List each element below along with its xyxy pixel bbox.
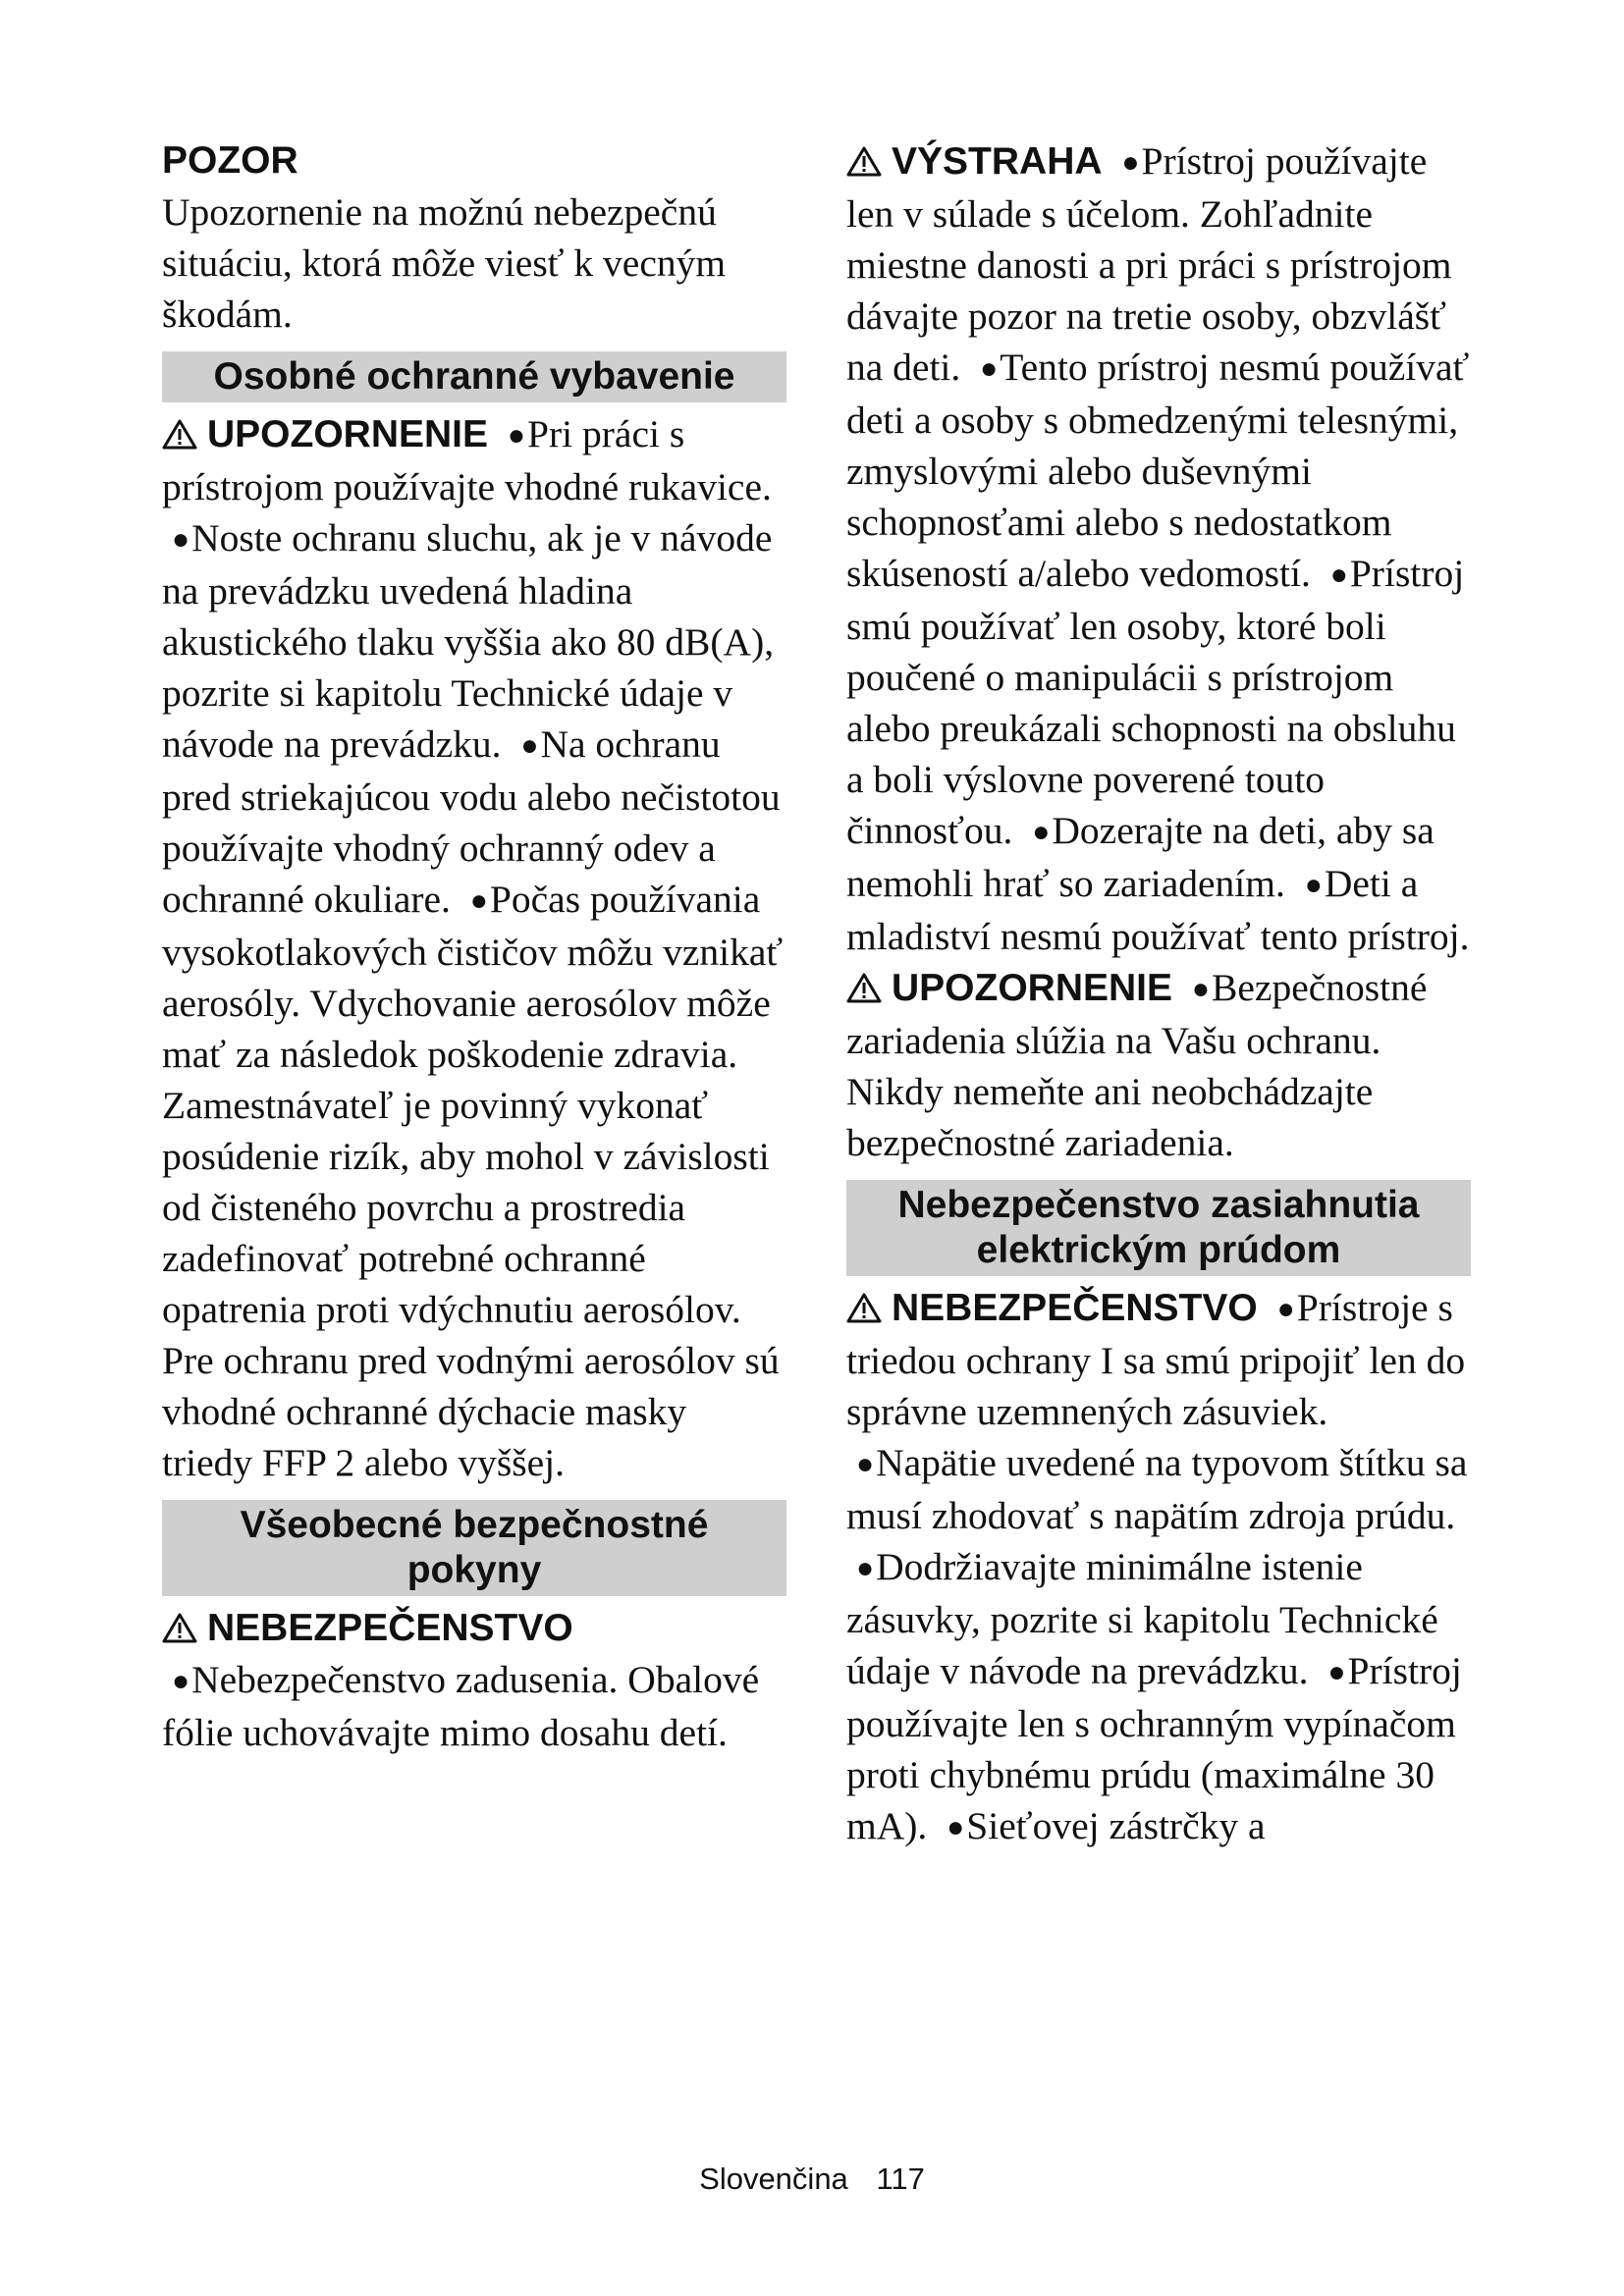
warning-label: VÝSTRAHA [892,140,1103,183]
caution-title: POZOR [162,139,298,182]
bullet-dot: ● [507,419,526,452]
electric-section-heading: Nebezpečenstvo zasiahnutia elektrickým prúdom [846,1180,1471,1276]
ppe-warning-paragraph [162,408,786,1080]
bullet-dot: ● [1327,1656,1346,1688]
warning-triangle-icon [846,145,882,177]
bullet-dot: ● [1276,1293,1295,1325]
ppe-warning-label: UPOZORNENIE [207,413,489,455]
warning-bullet-text: Tento prístroj nesmú používať deti a osoby s obmedzenými telesnými, zmyslovými alebo duševnými schopnosťami alebo s nedostatkom skúseností a/alebo vedomostí. [846,346,1470,595]
general-warning-label: NEBEZPEČENSTVO [207,1607,573,1649]
footer-page-number: 117 [876,2162,925,2196]
bullet-dot: ● [1121,146,1140,179]
general-section-heading: Všeobecné bezpečnostné pokyny [162,1500,786,1596]
general-warning-paragraph [162,1602,786,1758]
ppe-bullet-text: Noste ochranu sluchu, ak je v návode na prevádzku uvedená hladina akustického tlaku vyššia ako 80 dB(A), pozrite si kapitolu Technické údaje v návode na prevádzku. [162,516,775,766]
bullet-dot: ● [856,1552,875,1584]
page-footer [0,2162,1624,2197]
warning-triangle-icon [846,1292,882,1323]
ppe-bullet-text: Počas používania vysokotlakových čističov môžu vznikať aerosóly. Vdychovanie aerosólov môže mať za následok poškodenie zdravia. [162,878,784,1076]
electric-bullet-text: Dodržiavajte minimálne istenie zásuvky, pozrite si kapitolu Technické údaje v návode na prevádzku. [846,1545,1438,1692]
ppe-bullet-text: Na ochranu pred striekajúcou vodu alebo nečistotou používajte vhodný ochranný odev a ochranné okuliare. [162,722,781,921]
electric-bullet-text: Napätie uvedené na typovom štítku sa musí zhodovať s napätím zdroja prúdu. [846,1441,1468,1537]
caution-block-paragraph [846,962,1471,1168]
bullet-dot: ● [1032,816,1051,848]
bullet-dot: ● [469,884,488,917]
warning-triangle-icon [846,972,882,1003]
bullet-dot: ● [172,1665,190,1697]
warning-bullet-text: Dozerajte na deti, aby sa nemohli hrať so zariadením. [846,809,1435,905]
caution-bullet-text: Bezpečnostné zariadenia slúžia na Vašu ochranu. Nikdy nemeňte ani neobchádzajte bezpečnostné zariadenia. [846,966,1428,1164]
bullet-dot: ● [856,1448,875,1480]
footer-language: Slovenčina [699,2162,848,2196]
bullet-dot: ● [520,729,539,762]
electric-warning-paragraph [846,1282,1471,1853]
bullet-dot: ● [980,352,999,385]
bullet-dot: ● [172,523,190,556]
bullet-dot: ● [1329,559,1348,591]
right-column [846,135,1471,1853]
warning-triangle-icon [162,418,197,450]
warning-block-paragraph [846,135,1471,962]
bullet-dot: ● [1304,869,1323,901]
electric-bullet-text: Prístroje s triedou ochrany I sa smú pripojiť len do správne uzemnených zásuviek. [846,1286,1466,1433]
warning-triangle-icon [162,1612,197,1643]
caution-text: Upozornenie na možnú nebezpečnú situáciu, ktorá môže viesť k vecným škodám. [162,190,727,336]
electric-warning-label: NEBEZPEČENSTVO [892,1287,1258,1329]
bullet-dot: ● [1191,973,1211,1005]
ppe-employer-paragraph: Zamestnávateľ je povinný vykonať posúdenie rizík, aby mohol v závislosti od čisteného povrchu a prostredia zadefinovať potrebné ochranné opatrenia proti vdýchnutiu aerosólov. Pre ochranu pred vodnými aerosólov sú vhodné ochranné dýchacie masky triedy FFP 2 alebo vyššej. [162,1084,780,1484]
warning-bullet-text: Prístroj smú používať len osoby, ktoré boli poučené o manipulácii s prístrojom alebo preukázali schopnosti na obsluhu a boli výslovne poverené touto činnosťou. [846,552,1465,852]
left-column [162,135,786,1758]
ppe-bullet-text: Pri práci s prístrojom používajte vhodné rukavice. [162,412,772,508]
warning-bullet-text: Prístroj používajte len v súlade s účelom. Zohľadnite miestne danosti a pri práci s prístrojom dávajte pozor na tretie osoby, obzvlášť na deti. [846,139,1452,389]
general-bullet-text: Nebezpečenstvo zadusenia. Obalové fólie uchovávajte mimo dosahu detí. [162,1658,760,1754]
warning-bullet-text: Deti a mladiství nesmú používať tento prístroj. [846,862,1470,958]
electric-bullet-text: Prístroj používajte len s ochranným vypínačom proti chybnému prúdu (maximálne 30 mA). [846,1649,1462,1847]
ppe-section-heading: Osobné ochranné vybavenie [162,351,786,402]
electric-bullet-text: Sieťovej zástrčky a [966,1804,1266,1847]
bullet-dot: ● [947,1811,965,1843]
caution-block [162,135,786,340]
caution-label: UPOZORNENIE [892,967,1173,1009]
